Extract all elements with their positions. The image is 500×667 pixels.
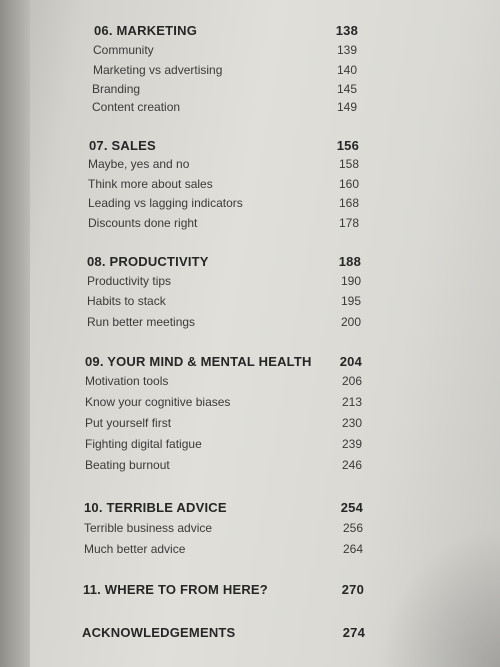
toc-item-page: 195 — [340, 294, 361, 308]
toc-item — [85, 374, 362, 388]
toc-item — [87, 274, 361, 288]
toc-heading — [84, 500, 363, 515]
toc-item-title: Content creation — [92, 100, 181, 114]
toc-item-page: 264 — [342, 542, 363, 556]
toc-item — [88, 196, 359, 210]
toc-item-title: Put yourself first — [85, 416, 172, 430]
toc-item-title: Community — [93, 43, 154, 57]
toc-item-title: Maybe, yes and no — [88, 157, 190, 171]
toc-heading-title: 11. WHERE TO FROM HERE? — [83, 582, 268, 597]
toc-item-title: Much better advice — [84, 542, 186, 556]
toc-item — [85, 416, 362, 430]
toc-item-page: 145 — [336, 82, 357, 96]
toc-heading-title: ACKNOWLEDGEMENTS — [82, 625, 236, 640]
toc-item — [85, 395, 362, 409]
toc-heading-page: 204 — [339, 354, 362, 369]
toc-item-page: 200 — [340, 315, 361, 329]
toc-heading — [87, 254, 361, 269]
toc-item-page: 206 — [341, 374, 362, 388]
toc-item — [87, 315, 361, 329]
toc-item-title: Habits to stack — [87, 294, 166, 308]
toc-item-title: Fighting digital fatigue — [85, 437, 202, 451]
toc-item-title: Discounts done right — [88, 216, 198, 230]
toc-item — [92, 100, 357, 114]
toc-item-title: Terrible business advice — [84, 521, 213, 535]
toc-heading-page: 188 — [338, 254, 361, 269]
toc-item-title: Motivation tools — [85, 374, 169, 388]
toc-item-page: 158 — [338, 157, 359, 171]
toc-heading-title: 06. MARKETING — [94, 23, 198, 38]
toc-item-page: 168 — [338, 196, 359, 210]
toc-item — [85, 458, 362, 472]
toc-item-page: 149 — [336, 100, 357, 114]
toc-heading — [85, 354, 362, 369]
toc-heading-title: 07. SALES — [89, 138, 156, 153]
toc-item-page: 246 — [341, 458, 362, 472]
toc-item-title: Productivity tips — [87, 274, 172, 288]
toc-heading-page: 156 — [336, 138, 359, 153]
toc-item — [92, 82, 357, 96]
toc-heading-title: 09. YOUR MIND & MENTAL HEALTH — [85, 354, 312, 369]
toc-heading-title: 10. TERRIBLE ADVICE — [84, 500, 227, 515]
toc-heading-page: 254 — [340, 500, 363, 515]
toc-item-page: 160 — [338, 177, 359, 191]
toc-item — [88, 177, 359, 191]
toc-heading-page: 274 — [342, 625, 365, 640]
toc-item — [84, 542, 363, 556]
toc-heading-page: 138 — [335, 23, 358, 38]
toc-item-page: 139 — [336, 43, 357, 57]
toc-item-title: Beating burnout — [85, 458, 170, 472]
toc-item-title: Leading vs lagging indicators — [88, 196, 243, 210]
toc-item — [87, 294, 361, 308]
toc-item — [93, 63, 357, 77]
toc-heading — [94, 23, 358, 38]
toc-item-page: 239 — [341, 437, 362, 451]
toc-item-title: Think more about sales — [88, 177, 213, 191]
toc-item-title: Marketing vs advertising — [93, 63, 223, 77]
toc-item — [93, 43, 357, 57]
toc-heading-title: 08. PRODUCTIVITY — [87, 254, 209, 269]
toc-item-page: 140 — [336, 63, 357, 77]
toc-item — [84, 521, 363, 535]
toc-item-page: 256 — [342, 521, 363, 535]
toc-item-page: 213 — [341, 395, 362, 409]
toc-heading — [83, 582, 364, 597]
toc-item-page: 230 — [341, 416, 362, 430]
toc-item — [88, 157, 359, 171]
toc-item — [88, 216, 359, 230]
toc-heading — [82, 625, 365, 640]
toc-item-page: 190 — [340, 274, 361, 288]
toc-item-title: Know your cognitive biases — [85, 395, 231, 409]
toc-heading — [89, 138, 359, 153]
toc-item — [85, 437, 362, 451]
toc-item-page: 178 — [338, 216, 359, 230]
toc-heading-page: 270 — [341, 582, 364, 597]
toc-item-title: Run better meetings — [87, 315, 196, 329]
toc-item-title: Branding — [92, 82, 141, 96]
